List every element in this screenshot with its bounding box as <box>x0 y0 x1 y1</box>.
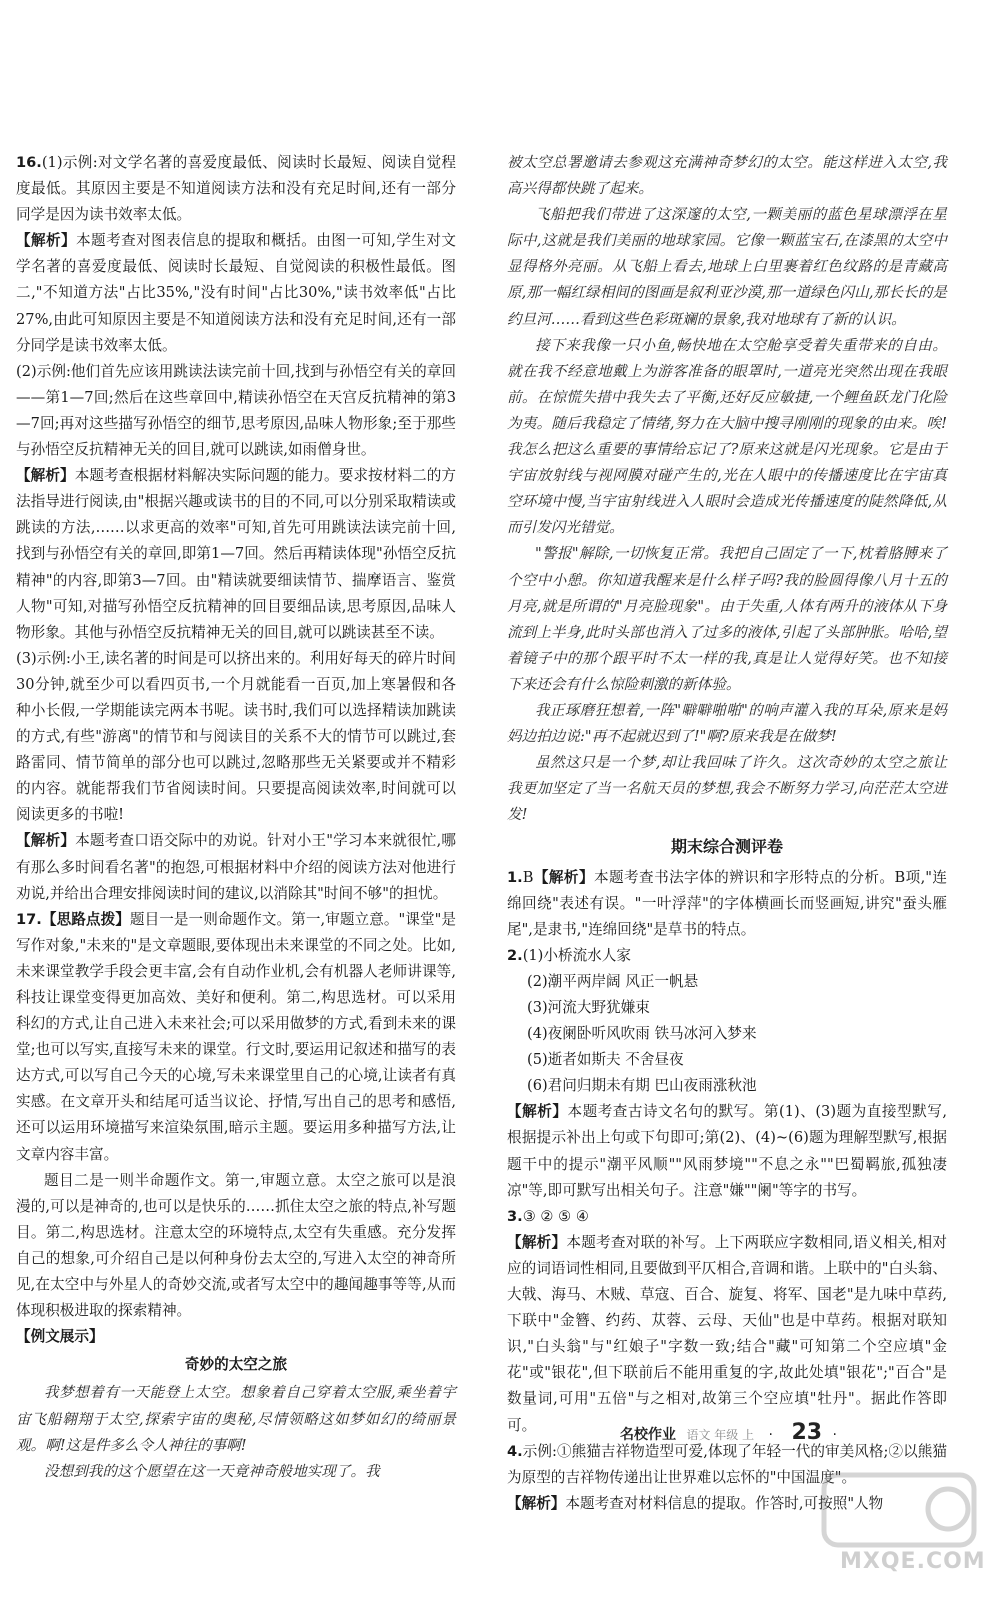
answer-line <box>507 995 947 1021</box>
analysis-text: 本题考查根据材料解决实际问题的能力。要求按材料二的方法指导进行阅读,由"根据兴趣或读书的目的不同,可以分别采取精读或跳读的方法,……以求更高的效率"可知,首先可用跳读法读完前十回,找到与孙悟空有关的章回,即第1—7回。然后再精读体现"孙悟空反抗精神"的内容,即第3—7回。由"精读就要细读情节、揣摩语言、鉴赏人物"可知,对描写孙悟空反抗精神的回目要细品读,思考原因,品味人物形象。其他与孙悟空反抗精神无关的回目,就可以跳读甚至不读。 <box>16 467 456 641</box>
footer-subtitle: 语文 年级 上 <box>686 1428 755 1442</box>
essay-text: 我正琢磨狂想着,一阵"噼噼啪啪"的响声灌入我的耳朵,原来是妈妈边拍边说:"再不起就迟到了!"啊?原来我是在做梦! <box>507 701 947 746</box>
answer-line <box>507 1021 947 1047</box>
analysis-text: 本题考查对图表信息的提取和概括。由图一可知,学生对文学名著的喜爱度最低、阅读时长最短、自觉阅读的积极性最低。图二,"不知道方法"占比35%,"没有时间"占比30%,"读书效率低"占比27%,由此可知原因主要是不知道阅读方法和没有充足时间,还有一部分同学是读书效率太低。 <box>16 232 456 354</box>
analysis-tag: 【解析】 <box>507 1494 566 1512</box>
watermark-badge-icon <box>820 1465 980 1555</box>
analysis-tag: 【解析】 <box>533 868 594 886</box>
essay-text: 我梦想着有一天能登上太空。想象着自己穿着太空服,乘坐着宇宙飞船翱翔于太空,探索宇宙的奥秘,尽情领略这如梦如幻的绮丽景观。啊!这是件多么令人神往的事啊! <box>16 1384 456 1454</box>
essay-paragraph <box>507 541 947 698</box>
analysis-tag: 【解析】 <box>16 232 77 250</box>
analysis-paragraph <box>16 463 456 646</box>
question-number: 2. <box>507 946 523 964</box>
question-number: 4. <box>507 1442 523 1460</box>
answer-paragraph <box>16 646 456 829</box>
question-tag: 【思路点拨】 <box>41 910 130 928</box>
essay-text: 接下来我像一只小鱼,畅快地在太空舱享受着失重带来的自由。就在我不经意地戴上为游客准备的眼罩时,一道亮光突然出现在我眼前。在惊慌失措中我失去了平衡,还好反应敏捷,一个鲤鱼跃龙门化险为夷。随后我稳定了情绪,努力在大脑中搜寻刚刚的现象的由来。唉!我怎么把这么重要的事情给忘记了?原来这就是闪光现象。它是由于宇宙放射线与视网膜对碰产生的,光在人眼中的传播速度比在宇宙真空环境中慢,当宇宙射线进入人眼时会造成光传播速度的陡然降低,从而引发闪光错觉。 <box>507 336 947 537</box>
analysis-paragraph <box>507 1099 947 1203</box>
answer-text: (3)示例:小王,读名著的时间是可以挤出来的。利用好每天的碎片时间30分钟,就至少可以看四页书,一个月就能看一百页,加上寒暑假和各种小长假,一学期能读完两本书呢。读书时,我们可以选择精读加跳读的方式,有些"游离"的情节和与阅读目的关系不大的情节可以跳过,套路雷同、情节简单的部分也可以跳过,忽略那些无关紧要或并不精彩的内容。就能帮我们节省阅读时间。只要提高阅读效率,时间就可以阅读更多的书啦! <box>16 649 456 824</box>
essay-paragraph <box>507 698 947 750</box>
section-title <box>507 834 947 860</box>
watermark-text: MXQE.COM <box>840 1549 986 1574</box>
answer-text: (1)小桥流水人家 <box>522 946 631 964</box>
left-column <box>16 150 456 1485</box>
answer-text: (3)河流大野犹嫌束 <box>527 999 650 1016</box>
footer-brand: 名校作业 <box>620 1427 676 1443</box>
answer-text: (5)逝者如斯夫 不舍昼夜 <box>527 1051 684 1069</box>
question-item <box>507 1204 947 1230</box>
answer-text: B <box>522 868 534 886</box>
question-number: 3. <box>507 1207 523 1225</box>
page-number: 23 <box>791 1420 823 1445</box>
analysis-tag: 【解析】 <box>16 467 75 485</box>
watermark-logo <box>820 1465 986 1585</box>
essay-paragraph <box>507 750 947 828</box>
essay-text: 没想到我的这个愿望在这一天竟神奇般地实现了。我 <box>44 1462 380 1480</box>
analysis-tag: 【解析】 <box>507 1233 567 1251</box>
example-tag: 【例文展示】 <box>16 1328 104 1346</box>
question-item <box>16 150 456 228</box>
answer-line <box>507 1047 947 1073</box>
footer-dot-2: · <box>832 1427 837 1443</box>
question-item <box>507 865 947 943</box>
right-column <box>507 150 947 1517</box>
answer-text: (1)示例:对文学名著的喜爱度最低、阅读时长最短、阅读自觉程度最低。其原因主要是不知道阅读方法和没有充足时间,还有一部分同学是因为读书效率太低。 <box>16 154 456 224</box>
essay-title-text: 奇妙的太空之旅 <box>184 1356 288 1374</box>
essay-text: 飞船把我们带进了这深邃的太空,一颗美丽的蓝色星球漂浮在星际中,这就是我们美丽的地球家园。它像一颗蓝宝石,在漆黑的太空中显得格外亮丽。从飞船上看去,地球上白里裹着红色纹路的是青藏高原,那一幅红绿相间的图画是叙利亚沙漠,那一道绿色闪山,那长长的是约旦河……看到这些色彩斑斓的景象,我对地球有了新的认识。 <box>507 206 947 328</box>
answer-paragraph <box>16 359 456 463</box>
answer-text: 题目二是一则半命题作文。第一,审题立意。太空之旅可以是浪漫的,可以是神奇的,也可以是快乐的……抓住太空之旅的特点,补写题目。第二,构思选材。注意太空的环境特点,太空有失重感。充分发挥自己的想象,可介绍自己是以何种身份去太空的,写进入太空的神奇所见,在太空中与外星人的奇妙交流,或者写太空中的趣闻趣事等等,从而体现积极进取的探索精神。 <box>16 1171 456 1320</box>
essay-paragraph <box>507 333 947 542</box>
answer-text: 示例:①熊猫吉祥物造型可爱,体现了年轻一代的审美风格;②以熊猫为原型的吉祥物传递出让世界难以忘怀的"中国温度"。 <box>507 1442 947 1486</box>
answer-text: (4)夜阑卧听风吹雨 铁马冰河入梦来 <box>527 1025 757 1043</box>
answer-line <box>507 969 947 995</box>
analysis-tag: 【解析】 <box>16 832 76 850</box>
analysis-text: 本题考查对材料信息的提取。作答时,可按照"人物 <box>565 1494 884 1512</box>
analysis-paragraph <box>507 1230 947 1439</box>
question-number: 1. <box>507 868 523 886</box>
analysis-text: 本题考查书法字体的辨识和字形特点的分析。B项,"连绵回绕"表述有误。"一叶浮萍"的字体横画长而竖画短,讲究"蚕头雁尾",是隶书,"连绵回绕"是草书的特点。 <box>507 868 947 938</box>
answer-text: ③ ② ⑤ ④ <box>522 1207 589 1225</box>
answer-text: (6)君问归期未有期 巴山夜雨涨秋池 <box>527 1077 757 1095</box>
question-number: 17. <box>16 910 42 928</box>
essay-paragraph <box>16 1380 456 1458</box>
analysis-text: 本题考查对联的补写。上下两联应字数相同,语义相关,相对应的词语词性相同,且要做到平仄相合,音调和谐。上联中的"白头翁、大戟、海马、木贼、草寇、百合、旋复、将军、国老"是九味中草药,下联中"金簪、约药、苁蓉、云母、天仙"也是中草药。根据对联知识,"白头翁"与"红娘子"字数一致;结合"藏"可知第二个空应填"金花"或"银花",但下联前后不能用重复的字,故此处填"银花";"百合"是数量词,可用"五倍"与之相对,故第三个空应填"牡丹"。据此作答即可。 <box>507 1233 947 1434</box>
answer-line <box>507 1073 947 1099</box>
page-footer <box>620 1420 920 1445</box>
essay-text: 被太空总署邀请去参观这充满神奇梦幻的太空。能这样进入太空,我高兴得都快跳了起来。 <box>507 154 947 198</box>
essay-title <box>16 1352 456 1378</box>
question-item <box>16 907 456 1168</box>
analysis-tag: 【解析】 <box>507 1103 568 1121</box>
analysis-paragraph <box>16 828 456 906</box>
answer-paragraph <box>16 1168 456 1325</box>
essay-paragraph <box>507 150 947 202</box>
analysis-paragraph <box>16 228 456 358</box>
question-number: 16. <box>16 154 42 171</box>
analysis-text: 本题考查古诗文名句的默写。第(1)、(3)题为直接型默写,根据提示补出上句或下句即可;第(2)、(4)~(6)题为理解型默写,根据题干中的提示"潮平风顺""风雨梦境""不息之永""巴蜀羁旅,孤独凄凉"等,即可默写出相关句子。注意"嫌""阑"等字的书写。 <box>507 1103 947 1199</box>
question-item <box>507 943 947 969</box>
answer-text: (2)潮平两岸阔 风正一帆悬 <box>527 972 699 990</box>
essay-paragraph <box>16 1459 456 1485</box>
analysis-text: 本题考查口语交际中的劝说。针对小王"学习本来就很忙,哪有那么多时间看名著"的抱怨,可根据材料中介绍的阅读方法对他进行劝说,并给出合理安排阅读时间的建议,以消除其"时间不够"的担忧。 <box>16 832 456 902</box>
question-text: 题目一是一则命题作文。第一,审题立意。"课堂"是写作对象,"未来的"是文章题眼,要体现出未来课堂的不同之处。比如,未来课堂教学手段会更丰富,会有自动作业机,会有机器人老师讲课等,科技让课堂变得更加高效、美好和便利。第二,构思选材。可以采用科幻的方式,让自己进入未来社会;可以采用做梦的方式,看到未来的课堂;也可以写实,直接写未来的课堂。行文时,要运用记叙述和描写的表达方式,可以写自己今天的心境,写未来课堂里自己的心境,让读者有真实感。在文章开头和结尾可适当议论、抒情,写出自己的思考和感悟,还可以运用环境描写来渲染氛围,暗示主题。要运用多种描写方法,让文章内容丰富。 <box>16 910 456 1163</box>
answer-text: (2)示例:他们首先应该用跳读法读完前十回,找到与孙悟空有关的章回——第1—7回;然后在这些章回中,精读孙悟空在天宫反抗精神的第3—7回;再对这些描写孙悟空的细节,思考原因,品味人物形象;至于那些与孙悟空反抗精神无关的回目,就可以跳读,如雨僧身世。 <box>16 362 456 459</box>
essay-paragraph <box>507 202 947 332</box>
footer-dot: · <box>768 1427 773 1443</box>
example-heading <box>16 1324 456 1350</box>
section-title-text: 期末综合测评卷 <box>670 837 783 857</box>
essay-text: "警报"解除,一切恢复正常。我把自己固定了一下,枕着胳膊来了个空中小憩。你知道我醒来是什么样子吗?我的脸圆得像八月十五的月亮,就是所谓的"月亮脸现象"。由于失重,人体有两升的液体从下身流到上半身,此时头部也消入了过多的液体,引起了头部肿胀。哈哈,望着镜子中的那个跟平时不太一样的我,真是让人觉得好笑。也不知接下来还会有什么惊险刺激的新体验。 <box>507 545 947 693</box>
essay-text: 虽然这只是一个梦,却让我回味了许久。这次奇妙的太空之旅让我更加坚定了当一名航天员的梦想,我会不断努力学习,向茫茫太空进发! <box>507 754 947 824</box>
